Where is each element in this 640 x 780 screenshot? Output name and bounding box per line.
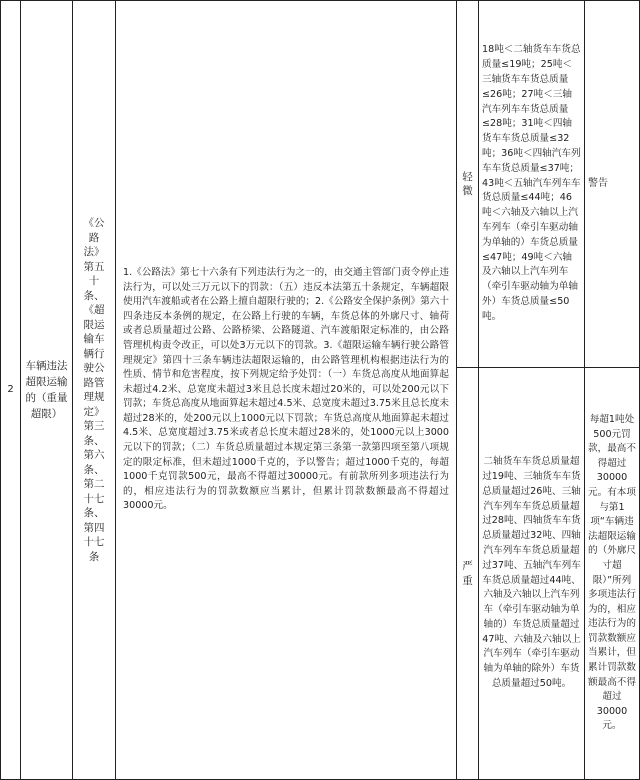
legal-basis-line: 第四 — [83, 521, 105, 534]
light-criteria-text: 18吨＜二轴货车车货总质量≤19吨；25吨＜三轴货车车货总质量≤26吨；27吨＜三轴汽车列车车货总质量≤28吨；31吨＜四轴货车车货总质量≤32吨；36吨＜四轴汽车列车车货总质量≤37吨；43吨＜五轴汽车列车车货总质量≤44吨；46吨＜六轴及六轴以上汽车列车（牵引车驱动轴为单轴的）车货总质量≤47吨；49吨＜六轴及六轴以上汽车列车（牵引车驱动轴为单轴外）车货总质量≤50吨。 — [482, 44, 581, 322]
violation-cell — [20, 0, 73, 780]
legal-basis-line: 十七 — [83, 492, 105, 505]
legal-basis-line: 辆行 — [83, 347, 105, 360]
legal-basis-cell — [72, 0, 116, 780]
legal-basis-line: 《公 — [83, 217, 105, 229]
light-penalty-text: 警告 — [588, 177, 608, 189]
row-number-cell — [0, 0, 21, 780]
severe-criteria-cell — [478, 367, 585, 780]
legal-basis-line: 输车 — [83, 333, 105, 345]
level-severe-cell — [456, 367, 479, 780]
level-light-label: 微 — [462, 185, 473, 197]
legal-basis-line: 理规 — [83, 391, 105, 403]
legal-basis-line: 第五 — [83, 260, 105, 273]
legal-basis-line: 第二 — [83, 478, 105, 490]
legal-basis-line: 路 — [88, 231, 100, 244]
light-penalty-cell — [584, 0, 640, 368]
severe-criteria-text: 二轴货车车货总质量超过19吨、三轴货车车货总质量超过26吨、三轴汽车列车车货总质量超过28吨、四轴货车车货总质量超过32吨、四轴汽车列车车货总质量超过37吨、五轴汽车列车车货总质量超过44吨、六轴及六轴以上汽车列车（牵引车驱动轴为单轴的）车货总质量超过47吨、六轴及六轴以上汽车列车（牵引车驱动轴为单轴的除外）车货总质量超过50吨。 — [482, 456, 581, 690]
penalty-provisions-text: 1.《公路法》第七十六条有下列违法行为之一的，由交通主管部门责令停止违法行为，可以处三万元以下的罚款：（五）违反本法第五十条规定，车辆超限使用汽车渡船或者在公路上擅自超限行驶的；2.《公路安全保护条例》第六十四条违反本条例的规定，在公路上行驶的车辆，车货总体的外廓尺寸、轴荷或者总质量超过公路、公路桥梁、公路隧道、汽车渡船限定标准的，由公路管理机构责令改正，可以处3万元以下的罚款。3.《超限运输车辆行驶公路管理规定》第四十三条车辆违法超限运输的，由公路管理机构根据违法行为的性质、情节和危害程度，按下列规定给予处罚：（一）车货总高度从地面算起未超过4.2米、总宽度未超过3米且总长度未超过20米的，可以处200元以下罚款；车货总高度从地面算起未超过4.5米、总宽度未超过3.75米且总长度未超过28米的，处200元以上1000元以下罚款；车货总高度从地面算起未超过4.5米、总宽度超过3.75米或者总长度未超过28米的，处1000元以上3000元以下的罚款；（二）车货总质量超过本规定第三条第一款第四项至第八项规定的限定标准，但未超过1000千克的，予以警告；超过1000千克的，每超1000千克罚款500元，最高不得超过30000元。有前款所列多项违法行为的，相应违法行为的罚款数额应当累计，但累计罚款数额最高不得超过30000元。 — [123, 266, 449, 512]
legal-basis-line: 条、 — [83, 507, 105, 519]
level-light-cell — [456, 0, 479, 368]
severe-penalty-cell — [584, 367, 640, 780]
legal-basis-line: 法》 — [83, 246, 105, 258]
level-severe-label: 严 — [462, 560, 473, 572]
legal-basis-line: 十七 — [83, 536, 105, 548]
legal-basis-line: 条、 — [83, 434, 105, 447]
row-number: 2 — [7, 383, 14, 395]
legal-basis-line: 第六 — [83, 449, 105, 461]
legal-basis-line: 十 — [88, 275, 100, 287]
severe-penalty-text: 每超1吨处500元罚款，最高不得超过30000元。有本项与第1项“车辆违法超限运输的（外廓尺寸超限）”所列多项违法行为的，相应违法行为的罚款数额应当累计，但累计罚款数额最高不得超过30000元。 — [588, 413, 636, 732]
penalty-provisions-cell — [115, 0, 457, 780]
level-severe-label: 重 — [462, 574, 473, 587]
legal-basis-line: 《超 — [83, 304, 105, 316]
legal-basis-line: 条、 — [83, 463, 105, 476]
legal-basis-line: 条、 — [83, 289, 105, 302]
legal-basis-line: 限运 — [83, 318, 105, 331]
violation-name: 车辆违法超限运输的（重量超限） — [25, 360, 68, 420]
level-light-label: 轻 — [462, 170, 473, 183]
legal-basis-line: 驶公 — [83, 362, 105, 374]
legal-basis-line: 定》 — [83, 405, 105, 418]
legal-basis-line: 路管 — [83, 376, 105, 389]
legal-basis-line: 条 — [88, 550, 100, 563]
light-criteria-cell — [478, 0, 585, 368]
legal-basis-line: 第三 — [83, 420, 105, 432]
